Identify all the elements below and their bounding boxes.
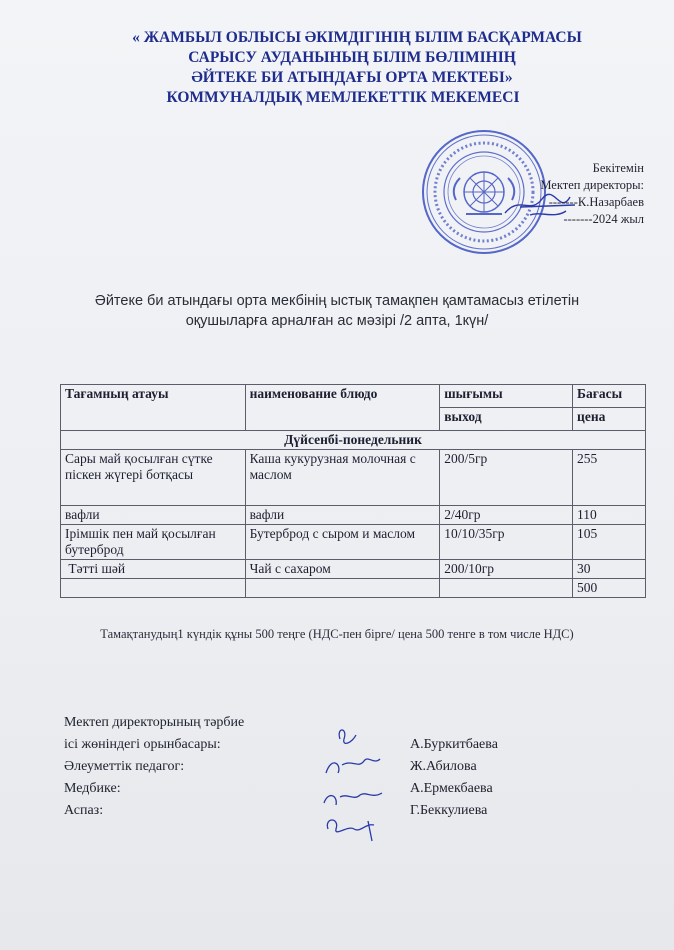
- staff-name: Г.Беккулиева: [410, 803, 488, 818]
- total-price: 500: [573, 579, 646, 598]
- dish-name-kz: вафли: [61, 506, 246, 525]
- school-header: [0, 28, 674, 108]
- approval-name: -------К.Назарбаев: [548, 195, 644, 209]
- dish-price: 30: [573, 560, 646, 579]
- dish-yield: 10/10/35гр: [440, 525, 573, 560]
- table-row: [61, 450, 646, 506]
- price-note: Тамақтанудың1 күндік құны 500 теңге (НДС-пен бірге/ цена 500 тенге в том числе НДС): [100, 627, 574, 641]
- header-name-kz: Тағамның атауы: [61, 385, 246, 431]
- table-row: [61, 560, 646, 579]
- staff-signatures: [318, 725, 398, 845]
- approval-block: [540, 160, 644, 228]
- total-row: [61, 579, 646, 598]
- menu-title-line-1: Әйтеке би атындағы орта мекбінің ыстық тамақпен қамтамасыз етілетін: [94, 293, 580, 309]
- staff-role: Аспаз:: [64, 803, 104, 818]
- staff-role: ісі жөніндегі орынбасары:: [64, 737, 221, 752]
- dish-yield: 2/40гр: [440, 506, 573, 525]
- header-line-3: ӘЙТЕКЕ БИ АТЫНДАҒЫ ОРТА МЕКТЕБІ»: [191, 69, 513, 86]
- table-row: [61, 506, 646, 525]
- dish-yield: 200/5гр: [440, 450, 573, 506]
- staff-name: А.Ермекбаева: [410, 781, 493, 796]
- dish-name-ru: Бутерброд с сыром и маслом: [245, 525, 440, 560]
- dish-price: 255: [573, 450, 646, 506]
- header-yield-ru: выход: [440, 408, 573, 431]
- dish-price: 105: [573, 525, 646, 560]
- menu-title: [0, 291, 674, 331]
- table-header-row: [61, 385, 646, 408]
- header-name-ru: наименование блюдо: [245, 385, 440, 431]
- header-line-4: КОММУНАЛДЫҚ МЕМЛЕКЕТТІК МЕКЕМЕСІ: [166, 89, 520, 106]
- approval-position: Мектеп директоры:: [540, 178, 644, 192]
- day-label: Дүйсенбі-понедельник: [61, 431, 646, 450]
- dish-yield: 200/10гр: [440, 560, 573, 579]
- staff-name: А.Буркитбаева: [410, 737, 498, 752]
- menu-table: [60, 384, 646, 598]
- menu-title-line-2: оқушыларға арналған ас мәзірі /2 апта, 1күн/: [185, 313, 489, 329]
- dish-name-ru: вафли: [245, 506, 440, 525]
- dish-name-kz: Тәтті шәй: [61, 560, 246, 579]
- dish-name-kz: Сары май қосылған сүтке піскен жүгері ботқасы: [61, 450, 246, 506]
- dish-name-ru: Чай с сахаром: [245, 560, 440, 579]
- header-line-1: « ЖАМБЫЛ ОБЛЫСЫ ӘКІМДІГІНІҢ БІЛІМ БАСҚАРМАСЫ: [132, 29, 582, 46]
- staff-role: Мектеп директорының тәрбие: [64, 715, 245, 730]
- dish-name-kz: Ірімшік пен май қосылған бутерброд: [61, 525, 246, 560]
- staff-name: Ж.Абилова: [410, 759, 477, 774]
- header-yield-kz: шығымы: [440, 385, 573, 408]
- day-row: [61, 431, 646, 450]
- staff-role: Әлеуметтік педагог:: [64, 759, 185, 774]
- dish-name-ru: Каша кукурузная молочная с маслом: [245, 450, 440, 506]
- approval-date: -------2024 жыл: [563, 212, 644, 226]
- approval-label: Бекітемін: [592, 161, 644, 175]
- table-row: [61, 525, 646, 560]
- header-line-2: САРЫСУ АУДАНЫНЫҢ БІЛІМ БӨЛІМІНІҢ: [188, 49, 516, 66]
- header-price-ru: цена: [573, 408, 646, 431]
- header-price-kz: Бағасы: [573, 385, 646, 408]
- dish-price: 110: [573, 506, 646, 525]
- staff-role: Медбике:: [64, 781, 121, 796]
